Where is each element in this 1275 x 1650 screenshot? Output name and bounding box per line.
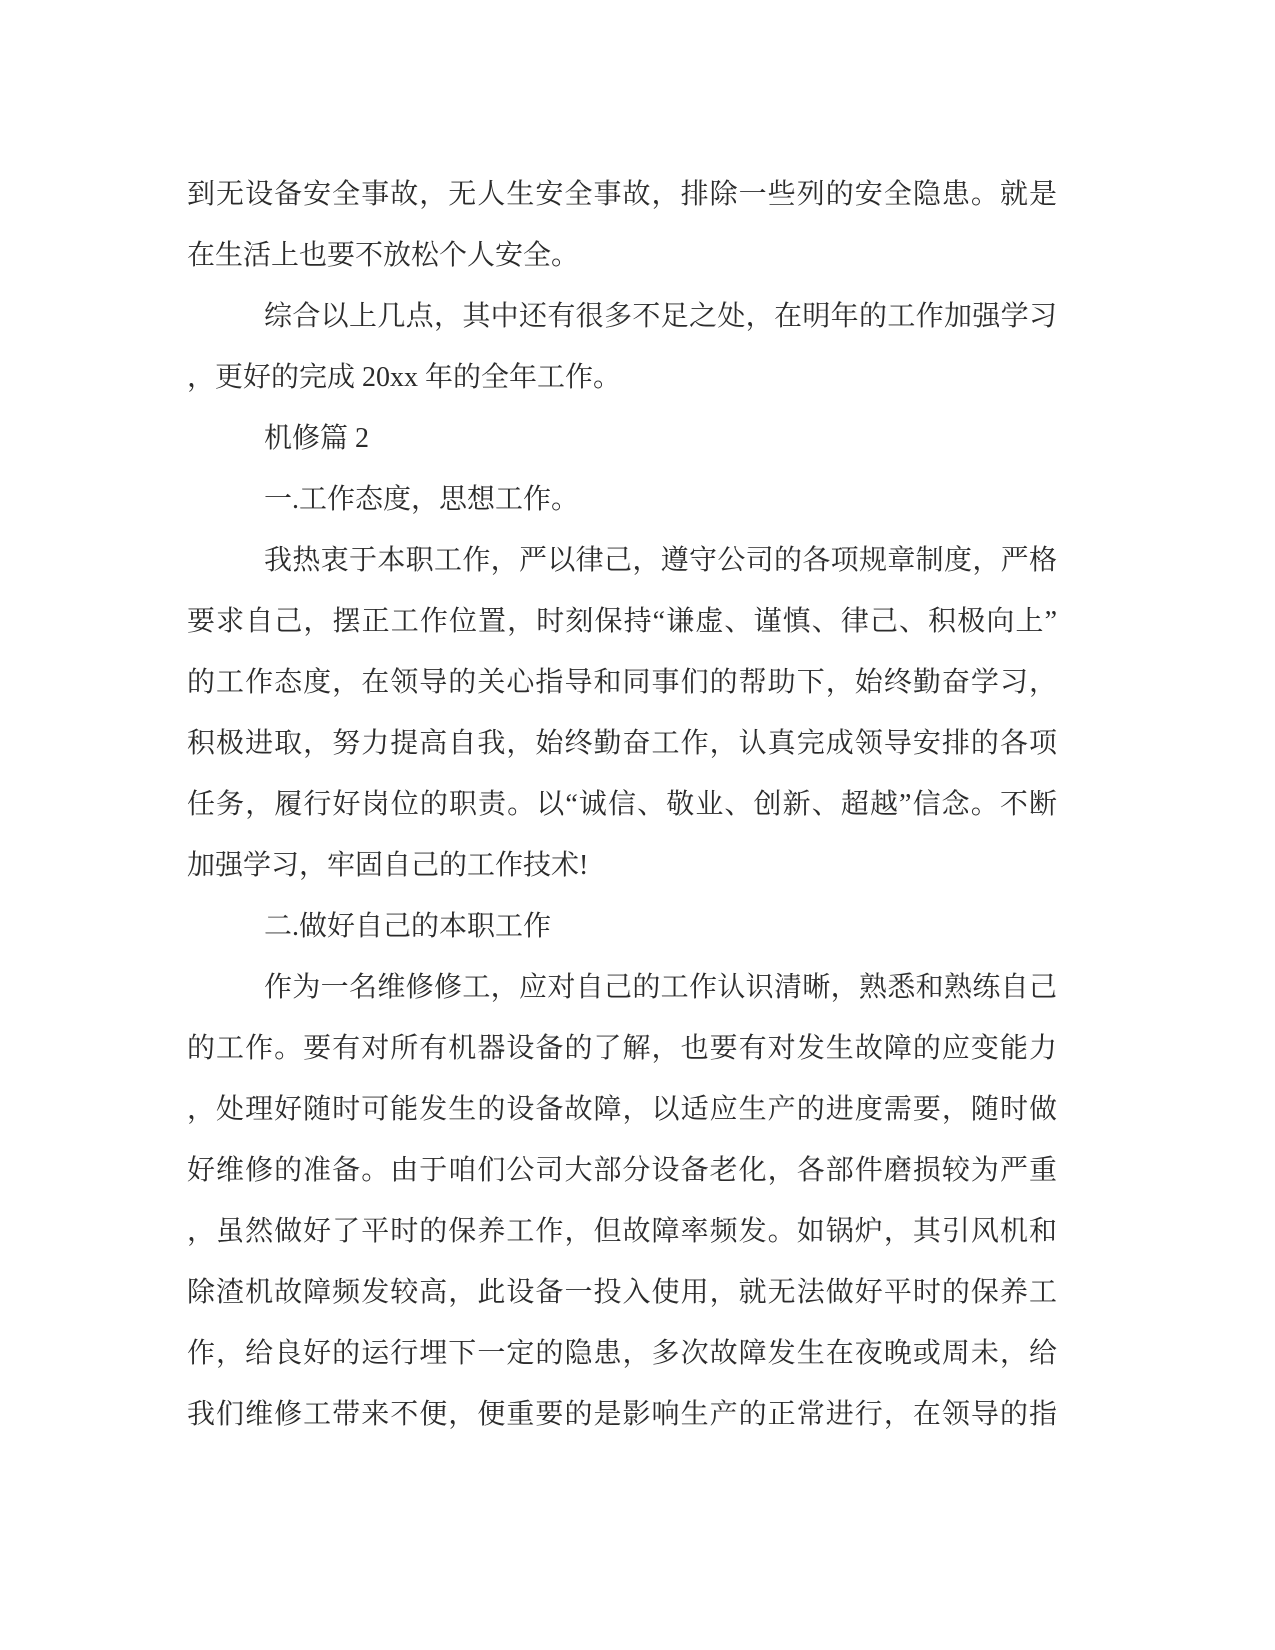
text-line: 我热衷于本职工作，严以律己，遵守公司的各项规章制度，严格 (264, 545, 1057, 576)
text-line: ，处理好随时可能发生的设备故障，以适应生产的进度需要，随时做 (187, 1094, 1057, 1125)
text-line: 任务，履行好岗位的职责。以“诚信、敬业、创新、超越”信念。不断 (187, 789, 1057, 820)
text-line: 要求自己，摆正工作位置，时刻保持“谦虚、谨慎、律己、积极向上” (187, 606, 1057, 637)
text-line: 好维修的准备。由于咱们公司大部分设备老化，各部件磨损较为严重 (187, 1155, 1057, 1186)
text-line: ，更好的完成 20xx 年的全年工作。 (187, 362, 622, 393)
section-heading: 机修篇 2 (264, 423, 370, 454)
subsection-heading: 二.做好自己的本职工作 (264, 911, 552, 942)
document-body (187, 164, 1057, 1445)
text-line: 综合以上几点，其中还有很多不足之处，在明年的工作加强学习 (264, 301, 1057, 332)
text-line: 在生活上也要不放松个人安全。 (187, 240, 580, 271)
text-line: 的工作态度，在领导的关心指导和同事们的帮助下，始终勤奋学习， (187, 667, 1057, 698)
subsection-heading: 一.工作态度，思想工作。 (264, 484, 580, 515)
text-line: 作为一名维修修工，应对自己的工作认识清晰，熟悉和熟练自己 (264, 972, 1057, 1003)
text-line: 的工作。要有对所有机器设备的了解，也要有对发生故障的应变能力 (187, 1033, 1057, 1064)
text-line: 我们维修工带来不便，便重要的是影响生产的正常进行，在领导的指 (187, 1399, 1057, 1430)
text-line: 作，给良好的运行埋下一定的隐患，多次故障发生在夜晚或周未，给 (187, 1338, 1057, 1369)
text-line: 积极进取，努力提高自我，始终勤奋工作，认真完成领导安排的各项 (187, 728, 1057, 759)
text-line: 除渣机故障频发较高，此设备一投入使用，就无法做好平时的保养工 (187, 1277, 1057, 1308)
text-line: ，虽然做好了平时的保养工作，但故障率频发。如锅炉，其引风机和 (187, 1216, 1057, 1247)
text-line: 加强学习，牢固自己的工作技术! (187, 850, 589, 881)
text-line: 到无设备安全事故，无人生安全事故，排除一些列的安全隐患。就是 (187, 179, 1057, 210)
